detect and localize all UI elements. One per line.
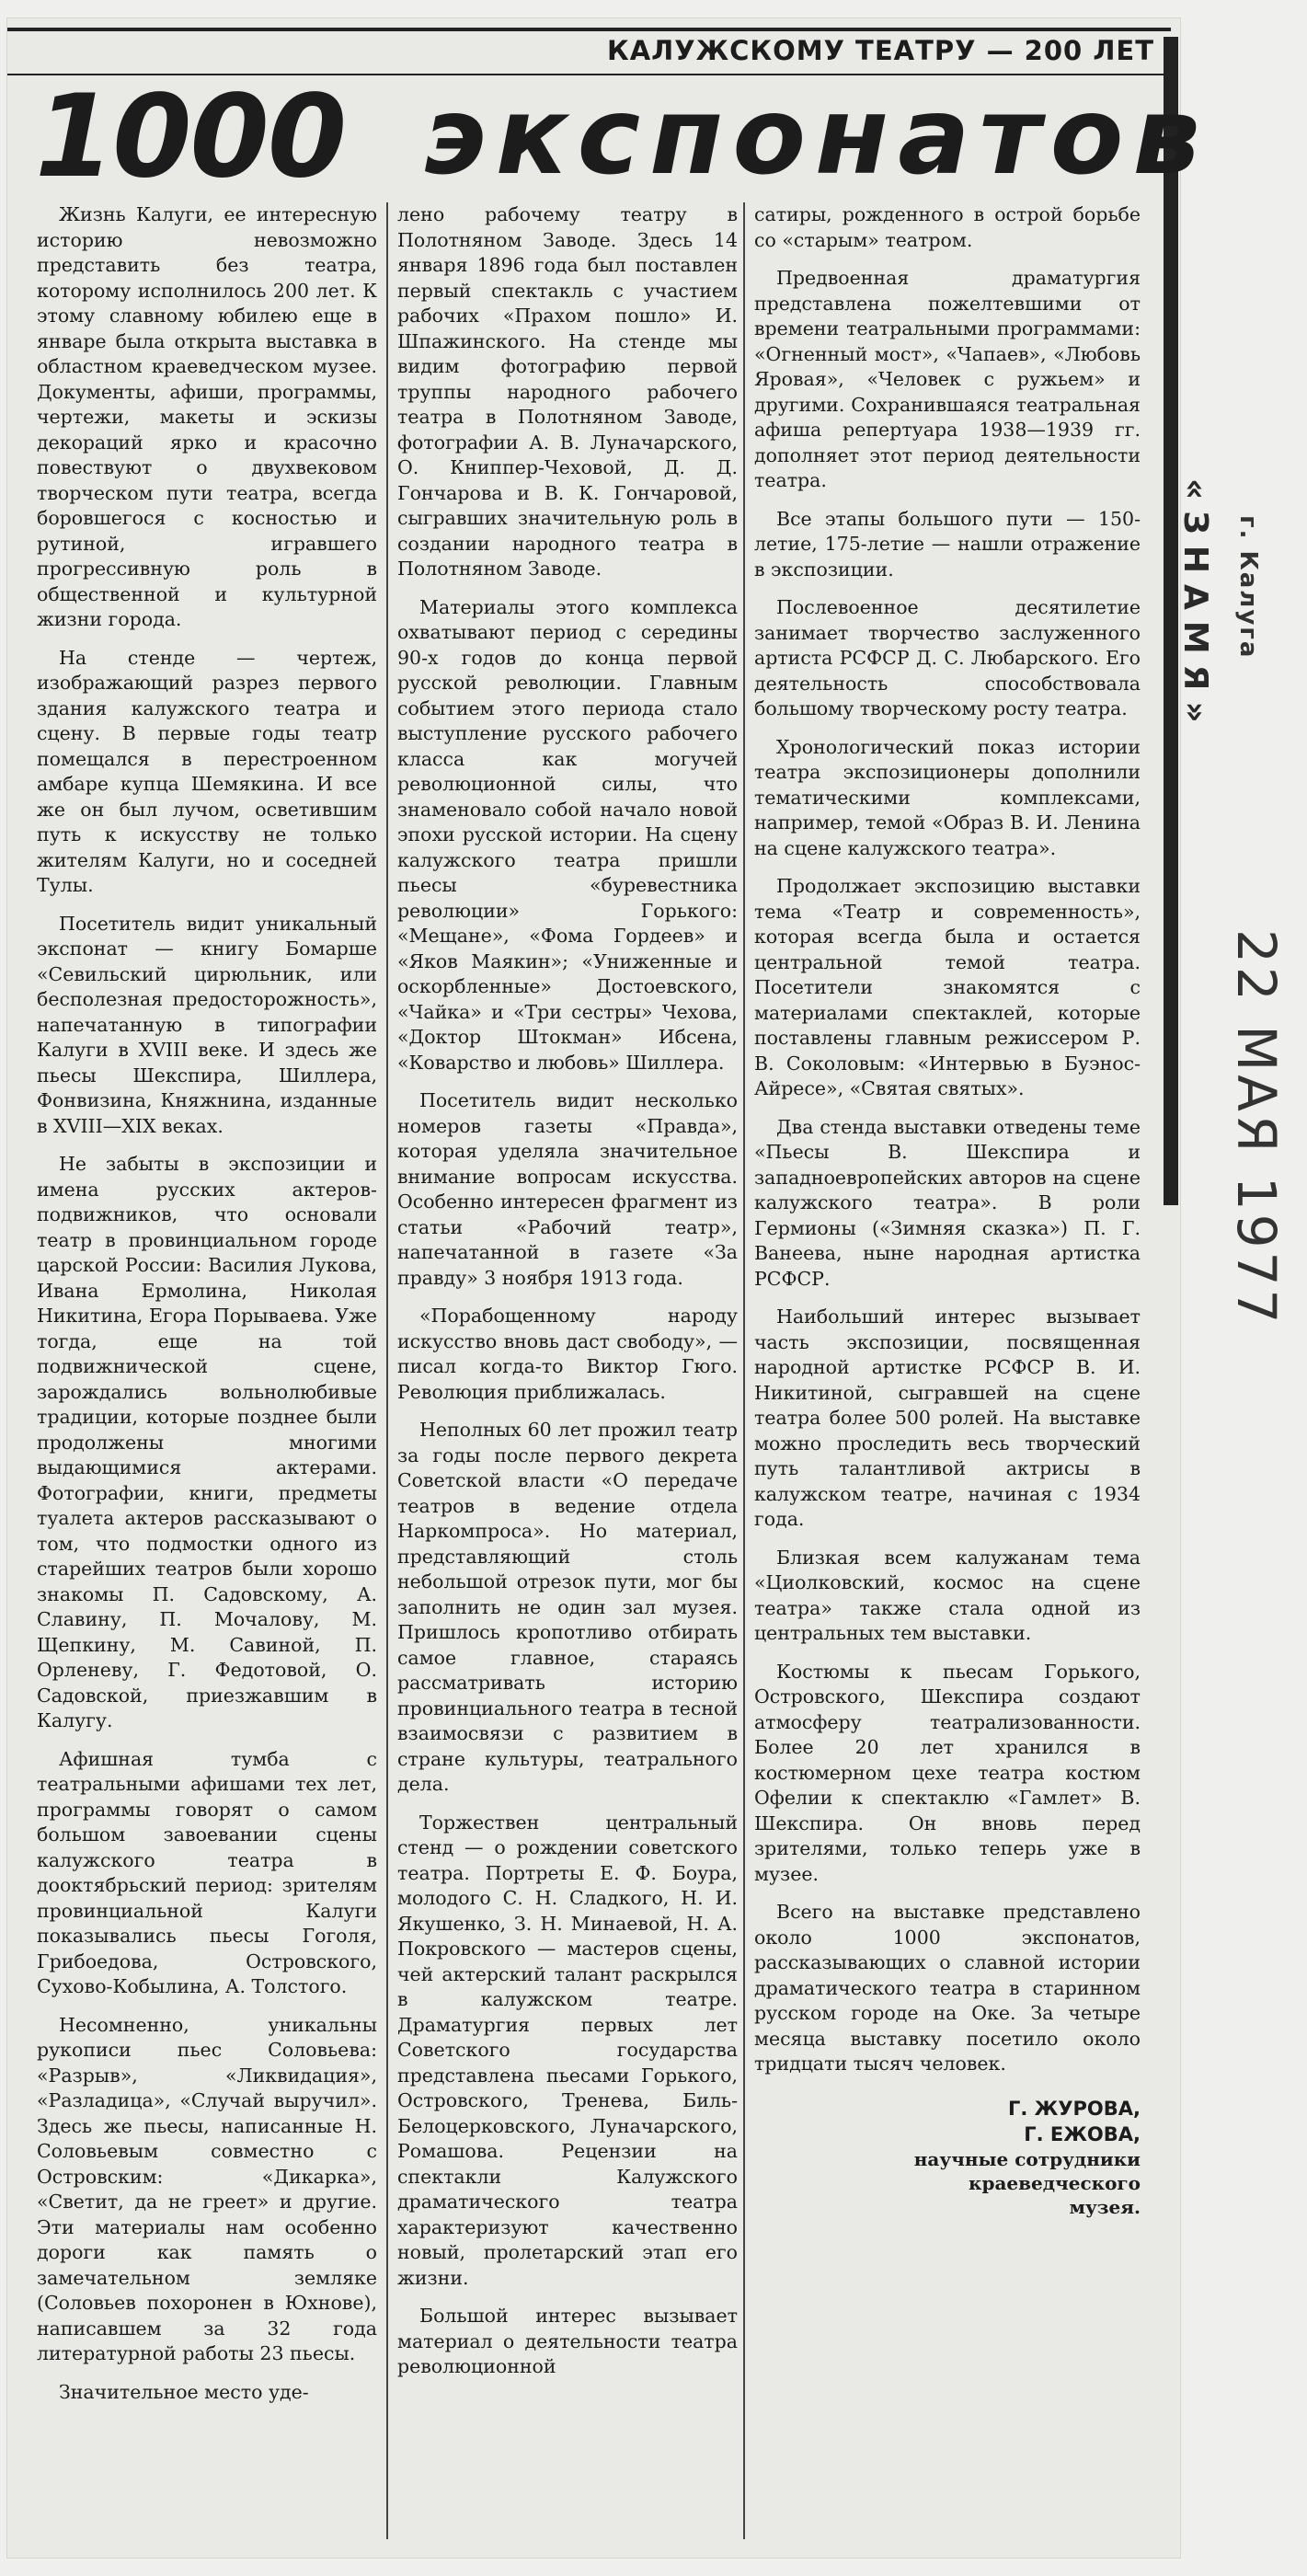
paragraph: Неполных 60 лет прожил театр за годы после первого декрета Советской власти «О передаче театров в ведение отдела Наркомпроса». Но материал, представляющий столь небольшой отрезок пути, мог бы заполнить не один зал музея. Пришлось кропотливо отбирать самое главное, стараясь рассматривать историю провинциального театра в тесной взаимосвязи с развитием в стране культуры, театрального дела. — [397, 1419, 738, 1795]
paragraph: Послевоенное десятилетие занимает творчество заслуженного артиста РСФСР Д. С. Любарского. Его деятельность способствовала большому творческому росту театра. — [754, 596, 1141, 719]
headline — [28, 71, 1210, 203]
paragraph: Всего на выставке представлено около 1000 экспонатов, рассказывающих о славной истории драматического театра в старинном русском городе на Оке. За четыре месяца выставку посетило около тридцати тысяч человек. — [754, 1901, 1141, 2075]
newspaper-city-stamp: г. Калуга — [1234, 515, 1262, 660]
author-role: краеведческого — [969, 2171, 1141, 2194]
paragraph: Жизнь Калуги, ее интересную историю невозможно представить без театра, которому исполнилось 200 лет. К этому славному юбилею еще в январе была открыта выставка в областном краеведческом музее. Документы, афиши, программы, чертежи, макеты и эскизы декораций ярко и красочно повествуют о двухвековом творческом пути театра, всегда боровшегося с косностью и рутиной, игравшего прогрессивную роль в общественной и культурной жизни города. — [37, 203, 377, 630]
paragraph: лено рабочему театру в Полотняном Заводе. Здесь 14 января 1896 года был поставлен первый спектакль с участием рабочих «Прахом пошло» И. Шпажинского. На стенде мы видим фотографию первой труппы народного рабочего театра в Полотняном Заводе, фотографии А. В. Луначарского, О. Книппер-Чеховой, Д. Д. Гончарова и В. К. Гончаровой, сыгравших значительную роль в создании народного театра в Полотняном Заводе. — [397, 203, 738, 580]
paragraph: Предвоенная драматургия представлена пожелтевшими от времени театральными программами: «Огненный мост», «Чапаев», «Любовь Яровая», «Человек с ружьем» и другими. Сохранившаяся театральная афиша репертуара 1938—1939 гг. дополняет этот период деятельности театра. — [754, 267, 1141, 491]
paragraph: «Порабощенному народу искусство вновь даст свободу», — писал когда-то Виктор Гюго. Революция приближалась. — [397, 1305, 738, 1403]
column-divider — [386, 202, 388, 2539]
paragraph: Большой интерес вызывает материал о деятельности театра революционной — [397, 2305, 738, 2377]
column-divider — [743, 202, 745, 2539]
paragraph: Афишная тумба с театральными афишами тех лет, программы говорят о самом большом завоевании сцены калужского театра в дооктябрьский период: зрителям провинциальной Калуги показывались пьесы Гоголя, Грибоедова, Островского, Сухово-Кобылина, А. Толстого. — [37, 1747, 377, 1997]
rubric-title: КАЛУЖСКОМУ ТЕАТРУ — 200 ЛЕТ — [600, 35, 1162, 66]
author-signature — [754, 2096, 1141, 2219]
newspaper-name-stamp: «ЗНАМЯ» — [1176, 478, 1214, 734]
paragraph: Костюмы к пьесам Горького, Островского, Шекспира создают атмосферу театрализованности. Более 20 лет хранился в костюмерном цехе театра костюм Офелии к спектаклю «Гамлет» В. Шекспира. Он вновь перед зрителями, только теперь уже в музее. — [754, 1660, 1141, 1885]
author-name: Г. ЕЖОВА, — [1024, 2122, 1141, 2145]
paragraph: На стенде — чертеж, изображающий разрез первого здания калужского театра и сцену. В первые годы театр помещался в перестроенном амбаре купца Шемякина. И все же он был лучом, осветившим путь к искусству не только жителям Калуги, но и соседней Тулы. — [37, 646, 377, 896]
paragraph: Значительное место уде- — [59, 2380, 309, 2403]
paragraph: Наибольший интерес вызывает часть экспозиции, посвященная народной артистке РСФСР В. И. Никитиной, сыгравшей на сцене театра более 500 ролей. На выставке можно проследить весь творческий путь талантливой актрисы в калужском театре, начиная с 1934 года. — [754, 1305, 1141, 1530]
date-stamp: 22 МАЯ 1977 — [1225, 929, 1288, 1328]
author-name: Г. ЖУРОВА, — [1007, 2097, 1141, 2120]
paragraph: Материалы этого комплекса охватывают период с середины 90-х годов до конца первой русской революции. Главным событием этого периода стало выступление русского рабочего класса как могучей революционной силы, что знаменовало собой начало новой эпохи русской истории. На сцену калужского театра пришли пьесы «буревестника революции» Горького: «Мещане», «Фома Гордеев» и «Яков Маякин»; «Униженные и оскорбленные» Достоевского, «Чайка» и «Три сестры» Чехова, «Доктор Штокман» Ибсена, «Коварство и любовь» Шиллера. — [397, 595, 738, 1074]
article-column-1 — [37, 202, 377, 2539]
paragraph: Посетитель видит несколько номеров газеты «Правда», которая уделяла значительное внимание вопросам искусства. Особенно интересен фрагмент из статьи «Рабочий театр», напечатанной в газете «За правду» 3 ноября 1913 года. — [397, 1089, 738, 1289]
paragraph: сатиры, рожденного в острой борьбе со «старым» театром. — [754, 203, 1141, 251]
paragraph: Два стенда выставки отведены теме «Пьесы В. Шекспира и западноевропейских авторов на сцене калужского театра». В роли Гермионы («Зимняя сказка») П. Г. Ванеева, ныне народная артистка РСФСР. — [754, 1115, 1141, 1290]
paragraph: Посетитель видит уникальный экспонат — книгу Бомарше «Севильский цирюльник, или бесполезная предосторожность», напечатанную в типографии Калуги в XVIII веке. И здесь же пьесы Шекспира, Шиллера, Фонвизина, Княжнина, изданные в XVIII—XIX веках. — [37, 912, 377, 1137]
headline-number: 1000 — [35, 71, 346, 203]
paragraph: Все этапы большого пути — 150-летие, 175-летие — нашли отражение в экспозиции. — [754, 507, 1141, 581]
paragraph: Не забыты в экспозиции и имена русских актеров-подвижников, что основали театр в провинциальном городе царской России: Василия Лукова, Ивана Ермолина, Николая Никитина, Егора Порываева. Уже тогда, еще на той подвижнической сцене, зарождались вольнолюбивые традиции, которые позднее были продолжены многими выдающимися актерами. Фотографии, книги, предметы туалета актеров рассказывают о том, что подмостки одного из старейших театров были хорошо знакомы П. Садовскому, А. Славину, П. Мочалову, М. Щепкину, М. Савиной, П. Орленеву, Г. Федотовой, О. Садовской, приезжавшим в Калугу. — [37, 1153, 377, 1731]
paragraph: Несомненно, уникальны рукописи пьес Соловьева: «Разрыв», «Ликвидация», «Разладица», «Случай выручил». Здесь же пьесы, написанные Н. Соловьевым совместно с Островским: «Дикарка», «Светит, да не греет» и другие. Эти материалы нам особенно дороги как память о замечательном земляке (Соловьев похоронен в Юхнове), написавшем за 32 года литературной работы 23 пьесы. — [37, 2013, 377, 2364]
article-column-2 — [397, 202, 738, 2539]
headline-word: экспонатов — [423, 75, 1210, 199]
paragraph: Хронологический показ истории театра экспозиционеры дополнили тематическими комплексами, например, темой «Образ В. И. Ленина на сцене калужского театра». — [754, 735, 1141, 859]
author-role: музея. — [1069, 2195, 1141, 2218]
paragraph: Близкая всем калужанам тема «Циолковский, космос на сцене театра» также стала одной из центральных тем выставки. — [754, 1546, 1141, 1644]
rubric-bar — [7, 28, 1171, 75]
author-role: научные сотрудники — [913, 2147, 1141, 2170]
paragraph: Торжествен центральный стенд — о рождении советского театра. Портреты Е. Ф. Боура, молодого С. Н. Сладкого, Н. И. Якушенко, З. Н. Минаевой, Н. А. Покровского — мастеров сцены, чей актерский талант раскрылся в калужском театре. Драматургия первых лет Советского государства представлена пьесами Горького, Островского, Тренева, Биль-Белоцерковского, Луначарского, Ромашова. Рецензии на спектакли Калужского драматического театра характеризуют качественно новый, пролетарский этап его жизни. — [397, 1811, 738, 2289]
paragraph: Продолжает экспозицию выставки тема «Театр и современность», которая всегда была и остается центральной темой театра. Посетители знакомятся с материалами спектаклей, которые поставлены главным режиссером Р. В. Соколовым: «Интервью в Буэнос-Айресе», «Святая святых». — [754, 875, 1141, 1099]
article-column-3 — [754, 202, 1141, 2539]
